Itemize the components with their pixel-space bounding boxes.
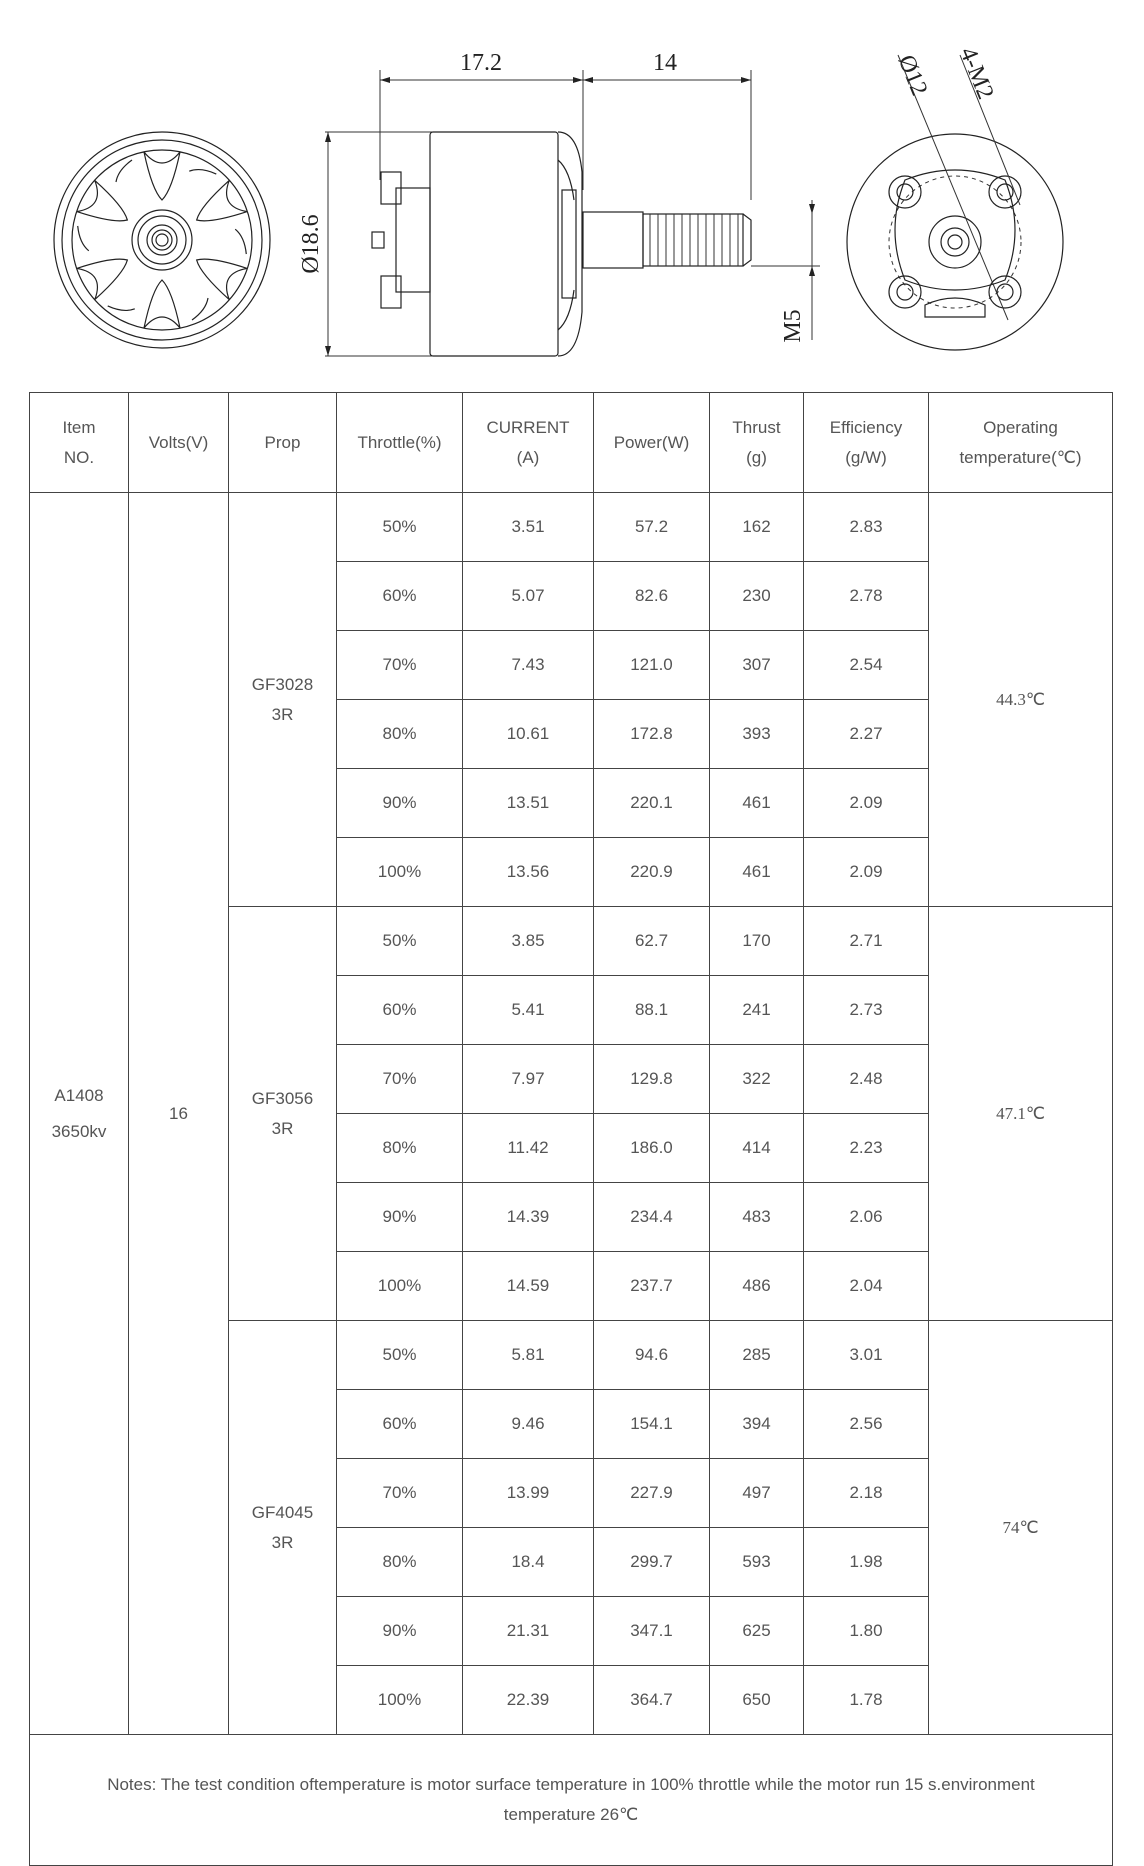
efficiency-cell: 2.09: [804, 838, 929, 907]
thrust-cell: 393: [710, 700, 804, 769]
power-cell: 129.8: [594, 1045, 710, 1114]
current-cell: 7.97: [463, 1045, 594, 1114]
table-header-row: [30, 393, 1113, 493]
current-cell: 3.51: [463, 493, 594, 562]
current-cell: 3.85: [463, 907, 594, 976]
efficiency-cell: 2.73: [804, 976, 929, 1045]
efficiency-cell: 2.18: [804, 1459, 929, 1528]
efficiency-cell: 2.06: [804, 1183, 929, 1252]
current-cell: 7.43: [463, 631, 594, 700]
thrust-cell: 414: [710, 1114, 804, 1183]
throttle-cell: 80%: [337, 700, 463, 769]
thrust-cell: 162: [710, 493, 804, 562]
throttle-cell: 60%: [337, 1390, 463, 1459]
efficiency-cell: 2.83: [804, 493, 929, 562]
dim-shaft-thread: M5: [780, 309, 806, 343]
notes-row: [30, 1735, 1113, 1866]
power-cell: 172.8: [594, 700, 710, 769]
volts-cell: 16: [129, 493, 229, 1735]
current-cell: 10.61: [463, 700, 594, 769]
throttle-cell: 50%: [337, 1321, 463, 1390]
thrust-cell: 394: [710, 1390, 804, 1459]
dim-body-diameter: Ø18.6: [298, 214, 324, 274]
notes-text: Notes: The test condition oftemperature is motor surface temperature in 100% throttle while the motor run 15 s.environment temperature 26℃: [30, 1735, 1113, 1866]
power-cell: 62.7: [594, 907, 710, 976]
dim-shaft-length: 14: [653, 50, 677, 76]
efficiency-cell: 2.23: [804, 1114, 929, 1183]
current-cell: 21.31: [463, 1597, 594, 1666]
thrust-cell: 307: [710, 631, 804, 700]
dim-mount-holes: 4-M2: [954, 43, 999, 103]
power-cell: 364.7: [594, 1666, 710, 1735]
throttle-cell: 70%: [337, 631, 463, 700]
efficiency-cell: 1.78: [804, 1666, 929, 1735]
power-cell: 82.6: [594, 562, 710, 631]
throttle-cell: 50%: [337, 907, 463, 976]
throttle-cell: 80%: [337, 1114, 463, 1183]
throttle-cell: 90%: [337, 1183, 463, 1252]
power-cell: 237.7: [594, 1252, 710, 1321]
current-cell: 5.07: [463, 562, 594, 631]
current-cell: 14.59: [463, 1252, 594, 1321]
prop-cell: GF3056 3R: [229, 907, 337, 1321]
current-cell: 5.81: [463, 1321, 594, 1390]
table-row: [30, 493, 1113, 562]
power-cell: 94.6: [594, 1321, 710, 1390]
thrust-cell: 461: [710, 838, 804, 907]
efficiency-cell: 2.71: [804, 907, 929, 976]
header-prop: Prop: [229, 393, 337, 493]
power-cell: 220.9: [594, 838, 710, 907]
efficiency-cell: 2.04: [804, 1252, 929, 1321]
current-cell: 18.4: [463, 1528, 594, 1597]
power-cell: 57.2: [594, 493, 710, 562]
efficiency-cell: 1.98: [804, 1528, 929, 1597]
prop-cell: GF4045 3R: [229, 1321, 337, 1735]
item-number-cell: [30, 493, 129, 1735]
thrust-cell: 461: [710, 769, 804, 838]
throttle-cell: 100%: [337, 838, 463, 907]
throttle-cell: 50%: [337, 493, 463, 562]
thrust-cell: 241: [710, 976, 804, 1045]
dim-body-length: 17.2: [460, 50, 502, 76]
throttle-cell: 90%: [337, 769, 463, 838]
efficiency-cell: 1.80: [804, 1597, 929, 1666]
power-cell: 186.0: [594, 1114, 710, 1183]
thrust-cell: 285: [710, 1321, 804, 1390]
current-cell: 13.51: [463, 769, 594, 838]
thrust-cell: 483: [710, 1183, 804, 1252]
shaft-thread: [650, 214, 738, 266]
thrust-cell: 486: [710, 1252, 804, 1321]
motor-top-view: [54, 132, 270, 348]
thrust-cell: 497: [710, 1459, 804, 1528]
power-cell: 227.9: [594, 1459, 710, 1528]
power-cell: 88.1: [594, 976, 710, 1045]
prop-cell: GF3028 3R: [229, 493, 337, 907]
current-cell: 13.56: [463, 838, 594, 907]
item-model: A1408: [54, 1085, 104, 1105]
header-temperature: Operating temperature(℃): [929, 393, 1113, 493]
throttle-cell: 90%: [337, 1597, 463, 1666]
thrust-cell: 322: [710, 1045, 804, 1114]
efficiency-cell: 2.78: [804, 562, 929, 631]
power-cell: 121.0: [594, 631, 710, 700]
header-current: CURRENT (A): [463, 393, 594, 493]
efficiency-cell: 2.48: [804, 1045, 929, 1114]
efficiency-cell: 2.56: [804, 1390, 929, 1459]
current-cell: 9.46: [463, 1390, 594, 1459]
temperature-cell: 74℃: [929, 1321, 1113, 1735]
throttle-cell: 100%: [337, 1252, 463, 1321]
throttle-cell: 100%: [337, 1666, 463, 1735]
current-cell: 14.39: [463, 1183, 594, 1252]
efficiency-cell: 3.01: [804, 1321, 929, 1390]
throttle-cell: 60%: [337, 562, 463, 631]
motor-dimension-drawings: [0, 0, 1144, 390]
power-cell: 220.1: [594, 769, 710, 838]
thrust-cell: 593: [710, 1528, 804, 1597]
temperature-cell: 44.3℃: [929, 493, 1113, 907]
throttle-cell: 60%: [337, 976, 463, 1045]
throttle-cell: 70%: [337, 1045, 463, 1114]
current-cell: 5.41: [463, 976, 594, 1045]
header-volts: Volts(V): [129, 393, 229, 493]
item-kv: 3650kv: [51, 1121, 107, 1141]
thrust-cell: 625: [710, 1597, 804, 1666]
thrust-cell: 170: [710, 907, 804, 976]
power-cell: 299.7: [594, 1528, 710, 1597]
current-cell: 13.99: [463, 1459, 594, 1528]
efficiency-cell: 2.09: [804, 769, 929, 838]
dim-mount-circle: Ø12: [892, 51, 933, 100]
efficiency-cell: 2.27: [804, 700, 929, 769]
header-throttle: Throttle(%): [337, 393, 463, 493]
header-power: Power(W): [594, 393, 710, 493]
motor-bottom-view: [847, 44, 1063, 350]
current-cell: 11.42: [463, 1114, 594, 1183]
power-cell: 347.1: [594, 1597, 710, 1666]
motor-test-table: [29, 392, 1113, 1866]
throttle-cell: 70%: [337, 1459, 463, 1528]
temperature-cell: 47.1℃: [929, 907, 1113, 1321]
throttle-cell: 80%: [337, 1528, 463, 1597]
efficiency-cell: 2.54: [804, 631, 929, 700]
power-cell: 154.1: [594, 1390, 710, 1459]
header-thrust: Thrust (g): [710, 393, 804, 493]
thrust-cell: 230: [710, 562, 804, 631]
header-efficiency: Efficiency (g/W): [804, 393, 929, 493]
current-cell: 22.39: [463, 1666, 594, 1735]
thrust-cell: 650: [710, 1666, 804, 1735]
motor-side-view: [298, 50, 820, 356]
header-item: Item NO.: [30, 393, 129, 493]
power-cell: 234.4: [594, 1183, 710, 1252]
